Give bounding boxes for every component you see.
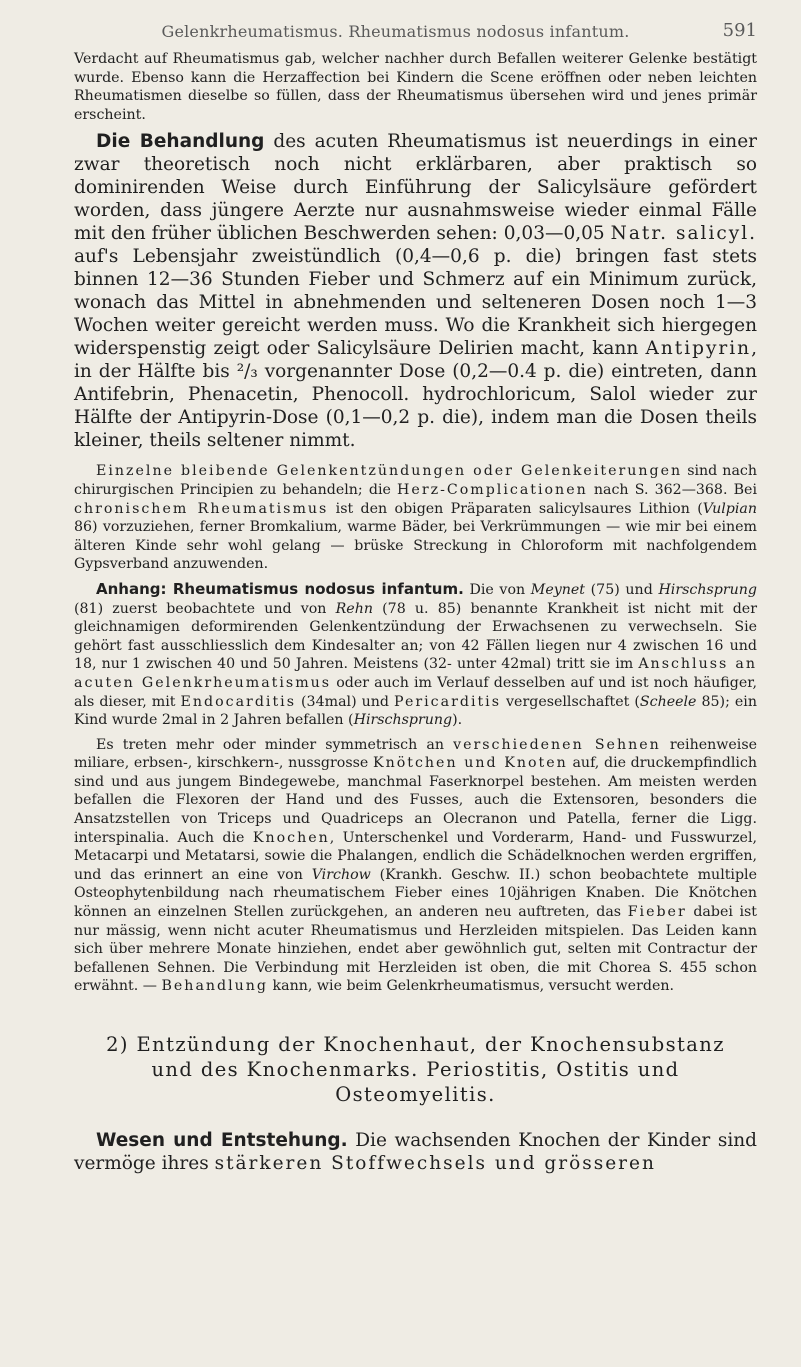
es-treten-spaced-2: Knötchen und Knoten [372, 755, 568, 772]
page-number: 591 [722, 20, 757, 41]
running-head [74, 22, 757, 50]
einzelne-paragraph [74, 462, 757, 574]
anhang-text-9: ). [452, 712, 463, 729]
einzelne-author-vulpian: Vulpian [702, 500, 757, 517]
es-treten-text-4: , Unterschenkel und Vorderarm, Hand- und Fusswurzel, Metacarpi und Metatarsi, sowie die Phalangen, endlich die Schädelknochen werden ergriffen, und das erinnert an eine von [74, 829, 757, 883]
behandlung-text-1: des acuten Rheumatismus ist neuerdings in einer zwar theoretisch noch nicht erklärbaren, aber praktisch so dominirenden Weise durch Einführung der Salicylsäure gefördert worden, dass jüngere Aerzte nur ausnahmsweise wieder einmal Fälle mit den früher üblichen Beschwerden sehen: 0,03—0,05 [74, 131, 757, 245]
anhang-text-6: (34mal) und [295, 693, 395, 710]
anhang-author-rehn: Rehn [335, 600, 373, 617]
anhang-text-1: Die von [463, 581, 531, 598]
anhang-text-2: (75) und [584, 581, 659, 598]
running-title: Gelenkrheumatismus. Rheumatismus nodosus infantum. [161, 22, 630, 41]
einzelne-spaced-3: chronischem Rheumatismus [74, 500, 329, 517]
anhang-author-hirschsprung: Hirschsprung [658, 581, 757, 598]
anhang-text-8: 85); ein Kind wurde 2mal in 2 Jahren befallen ( [74, 693, 757, 729]
einzelne-text-4: 86) vorzuziehen, ferner Bromkalium, warme Bäder, bei Verkrümmungen — wie mir bei einem älteren Kinde sehr wohl gelang — brüske Streckung in Chloroform mit nachfolgendem Gypsverband anzuwenden. [74, 519, 757, 573]
anhang-paragraph [74, 580, 757, 730]
behandlung-drug-natr-salicyl: Natr. salicyl. [610, 223, 757, 245]
anhang-text-3: (81) zuerst beobachtete und von [74, 600, 336, 617]
intro-paragraph: Verdacht auf Rheumatismus gab, welcher nachher durch Befallen weiterer Gelenke bestätigt wurde. Ebenso kann die Herzaffection bei Kindern die Scene eröffnen oder neben leichten Rheumatismen dieselbe so füllen, dass der Rheumatismus übersehen wird und jenes primär erscheint. [74, 51, 757, 123]
section-title [74, 1032, 757, 1107]
wesen-heading: Wesen und Entstehung. [96, 1130, 348, 1151]
anhang-author-hirschsprung-2: Hirschsprung [353, 712, 453, 729]
anhang-heading: Anhang: Rheumatismus nodosus infantum. [96, 579, 464, 598]
anhang-author-meynet: Meynet [530, 581, 585, 598]
es-treten-author-virchow: Virchow [311, 866, 371, 883]
es-treten-text-7: kann, wie beim Gelenkrheumatismus, versucht werden. [268, 978, 674, 995]
section-title-line-3: Osteomyelitis. [335, 1083, 496, 1106]
es-treten-paragraph [74, 736, 757, 996]
einzelne-text-1: sind nach chirurgischen Principien zu behandeln; die [74, 463, 757, 498]
anhang-text-7: vergesellschaftet ( [501, 693, 640, 710]
wesen-paragraph [74, 1129, 757, 1175]
es-treten-text-2: reihenweise miliare, erbsen-, kirschkern-, nussgrosse [74, 736, 758, 772]
es-treten-text-6: dabei ist nur mässig, wenn nicht acuter Rheumatismus und Herzleiden mitspielen. Das Leiden kann sich über mehrere Monate hinziehen, endet aber gewöhnlich gut, selten mit Contractur der befallenen Sehnen. Die Verbindung mit Herzleiden ist oben, die mit Chorea S. 455 schon erwähnt. — [74, 904, 757, 995]
wesen-text-1: Die wachsenden Knochen der Kinder sind vermöge ihres [74, 1130, 757, 1174]
es-treten-text-3: auf, die druckempfindlich sind und aus jungem Bindegewebe, manchmal Faserknorpel bestehen. Am meisten werden befallen die Flexoren der Hand und des Fusses, auch die Extensoren, besonders die Ansatzstellen von Triceps und Quadriceps an Olecranon und Patella, ferner die Ligg. interspinalia. Auch die [74, 755, 757, 846]
anhang-spaced-3: Pericarditis [394, 693, 501, 710]
es-treten-spaced-3: Knochen [252, 829, 330, 846]
einzelne-text-3: ist den obigen Präparaten salicylsaures Lithion ( [328, 500, 703, 517]
es-treten-spaced-5: Behandlung [161, 978, 269, 995]
behandlung-heading: Die Behandlung [96, 131, 265, 153]
es-treten-spaced-1: verschiedenen Sehnen [453, 736, 661, 753]
einzelne-spaced-2: Herz-Complicationen [397, 481, 588, 498]
behandlung-text-3: , in der Hälfte bis ²/₃ vorgenannter Dose (0,2—0.4 p. die) eintreten, dann Antifebrin, Phenacetin, Phenocoll. hydrochloricum, Salol wieder zur Hälfte der Antipyrin-Dose (0,1—0,2 p. die), indem man die Dosen theils kleiner, theils seltener nimmt. [74, 338, 757, 452]
behandlung-text-2: auf's Lebensjahr zweistündlich (0,4—0,6 p. die) bringen fast stets binnen 12—36 Stunden Fieber und Schmerz auf ein Minimum zurück, wonach das Mittel in abnehmenden und selteneren Dosen noch 1—3 Wochen weiter gereicht werden muss. Wo die Krankheit sich hiergegen widerspenstig zeigt oder Salicylsäure Delirien macht, kann [74, 246, 757, 360]
es-treten-text-5: (Krankh. Geschw. II.) schon beobachtete multiple Osteophytenbildung nach rheumatischem Fieber eines 10jährigen Knaben. Die Knötchen können an einzelnen Stellen zurückgehen, an anderen neu auftreten, das [74, 866, 757, 921]
wesen-spaced-1: stärkeren Stoffwechsels und grösseren [214, 1153, 656, 1174]
section-title-line-1: 2) Entzündung der Knochenhaut, der Knochensubstanz [106, 1033, 725, 1056]
es-treten-spaced-4: Fieber [627, 904, 687, 921]
anhang-spaced-1: Anschluss an acuten Gelenkrheumatismus [74, 656, 757, 691]
einzelne-text-2: nach S. 362—368. Bei [587, 481, 757, 498]
behandlung-drug-antipyrin: Antipyrin [645, 338, 752, 360]
anhang-text-5: oder auch im Verlauf desselben auf und ist noch häufiger, als dieser, mit [74, 674, 757, 710]
einzelne-spaced-1: Einzelne bleibende Gelenkentzündungen oder Gelenkeiterungen [96, 463, 683, 480]
es-treten-text-1: Es treten mehr oder minder symmetrisch an [96, 736, 454, 753]
section-title-line-2: und des Knochenmarks. Periostitis, Ostitis und [151, 1058, 680, 1081]
anhang-author-scheele: Scheele [639, 693, 697, 710]
anhang-spaced-2: Endocarditis [180, 693, 296, 710]
behandlung-paragraph [74, 130, 757, 452]
anhang-text-4: (78 u. 85) benannte Krankheit ist nicht mit der gleichnamigen deformirenden Gelenkentzündung der Erwachsenen zu verwechseln. Sie gehört fast ausschliesslich dem Kindesalter an; von 42 Fällen liegen nur 4 zwischen 16 und 18, nur 1 zwischen 40 und 50 Jahren. Meistens (32- unter 42mal) tritt sie im [74, 600, 757, 673]
